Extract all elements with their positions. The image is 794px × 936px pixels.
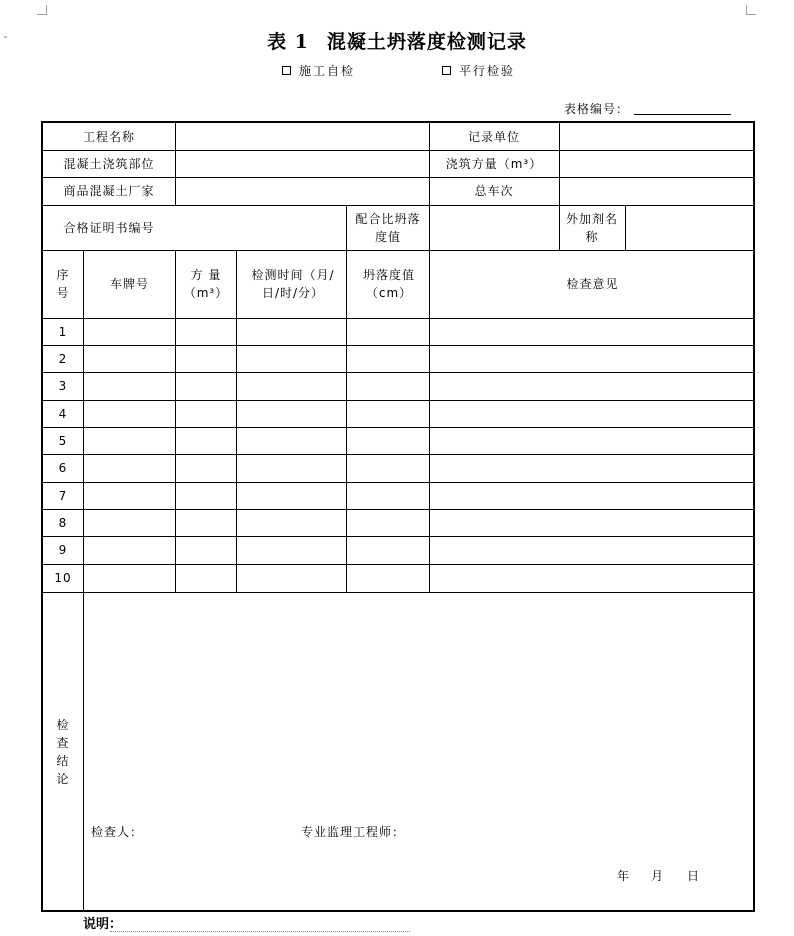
row-slump-field[interactable] <box>347 564 429 592</box>
row-opinion-field[interactable] <box>430 509 755 536</box>
row-slump-field[interactable] <box>347 454 429 482</box>
parallel-check-option[interactable] <box>442 62 515 79</box>
manufacturer-label: 商品混凝土厂家 <box>63 184 155 198</box>
row-plate-field[interactable] <box>84 509 175 536</box>
row-plate-field[interactable] <box>84 454 175 482</box>
admixture-name-label: 外加剂名称 <box>565 211 618 244</box>
page-corner-mark-right <box>746 5 756 15</box>
row-plate-field[interactable] <box>84 482 175 509</box>
certificate-no-field[interactable] <box>176 205 346 250</box>
col-header-slump: 坍落度值（cm） <box>362 268 415 300</box>
pour-location-label: 混凝土浇筑部位 <box>63 156 155 171</box>
row-number: 10 <box>54 571 72 585</box>
row-volume-field[interactable] <box>176 482 236 509</box>
col-header-plate: 车牌号 <box>109 277 149 291</box>
admixture-name-field[interactable] <box>626 205 755 250</box>
chevron-down-icon: ⌄ <box>2 31 9 40</box>
design-slump-field[interactable] <box>430 205 559 250</box>
parallel-check-label: 平行检验 <box>459 64 516 78</box>
row-volume-field[interactable] <box>176 536 236 564</box>
row-number: 8 <box>58 515 68 530</box>
inspector-label: 检查人： <box>91 825 144 839</box>
row-volume-field[interactable] <box>176 509 236 536</box>
total-trips-label: 总车次 <box>474 184 514 198</box>
date-day-label: 日 <box>687 869 701 883</box>
row-opinion-field[interactable] <box>430 536 755 564</box>
row-time-field[interactable] <box>237 509 346 536</box>
row-plate-field[interactable] <box>84 318 175 345</box>
table-border-line <box>346 205 347 250</box>
record-table <box>41 121 755 912</box>
row-slump-field[interactable] <box>347 536 429 564</box>
row-volume-field[interactable] <box>176 454 236 482</box>
self-check-label: 施工自检 <box>299 64 356 78</box>
page-corner-mark-left <box>37 5 47 15</box>
row-volume-field[interactable] <box>176 400 236 427</box>
row-number: 4 <box>58 406 68 421</box>
manufacturer-field[interactable] <box>176 177 429 205</box>
project-name-field[interactable] <box>176 123 429 150</box>
certificate-no-label: 合格证明书编号 <box>63 220 155 235</box>
project-name-label: 工程名称 <box>82 129 135 144</box>
row-number: 1 <box>58 324 68 339</box>
row-time-field[interactable] <box>237 372 346 400</box>
row-volume-field[interactable] <box>176 318 236 345</box>
date-month-label: 月 <box>651 869 665 883</box>
row-opinion-field[interactable] <box>430 345 755 372</box>
row-volume-field[interactable] <box>176 372 236 400</box>
row-slump-field[interactable] <box>347 400 429 427</box>
row-opinion-field[interactable] <box>430 318 755 345</box>
row-plate-field[interactable] <box>84 427 175 454</box>
form-number-label: 表格编号： <box>564 102 630 116</box>
notes-label: 说明： <box>83 917 123 932</box>
row-opinion-field[interactable] <box>430 454 755 482</box>
row-opinion-field[interactable] <box>430 427 755 454</box>
row-slump-field[interactable] <box>347 482 429 509</box>
row-plate-field[interactable] <box>84 345 175 372</box>
row-slump-field[interactable] <box>347 509 429 536</box>
row-number: 9 <box>58 543 68 557</box>
row-volume-field[interactable] <box>176 427 236 454</box>
col-header-time: 检测时间（月/日/时/分） <box>251 268 335 300</box>
row-slump-field[interactable] <box>347 318 429 345</box>
col-header-volume: 方 量（m³） <box>183 268 229 300</box>
date-year-label: 年 <box>617 869 631 883</box>
row-time-field[interactable] <box>237 345 346 372</box>
row-slump-field[interactable] <box>347 372 429 400</box>
row-slump-field[interactable] <box>347 427 429 454</box>
row-volume-field[interactable] <box>176 564 236 592</box>
pour-volume-label: 浇筑方量（m³） <box>445 156 543 171</box>
row-plate-field[interactable] <box>84 536 175 564</box>
row-time-field[interactable] <box>237 427 346 454</box>
row-opinion-field[interactable] <box>430 372 755 400</box>
total-trips-field[interactable] <box>560 177 755 205</box>
row-slump-field[interactable] <box>347 345 429 372</box>
row-volume-field[interactable] <box>176 345 236 372</box>
supervisor-label: 专业监理工程师： <box>301 825 406 839</box>
row-number: 2 <box>58 351 68 366</box>
row-time-field[interactable] <box>237 482 346 509</box>
row-number: 5 <box>58 433 68 448</box>
form-number-field[interactable] <box>634 114 731 115</box>
conclusion-field[interactable] <box>84 593 755 793</box>
row-plate-field[interactable] <box>84 564 175 592</box>
row-number: 7 <box>58 488 68 503</box>
record-unit-label: 记录单位 <box>467 129 520 144</box>
row-number: 3 <box>58 379 68 393</box>
clipped-notes-line <box>110 931 410 936</box>
row-time-field[interactable] <box>237 454 346 482</box>
pour-volume-field[interactable] <box>560 150 755 177</box>
checkbox-icon[interactable] <box>442 66 451 75</box>
self-check-option[interactable] <box>282 62 355 79</box>
row-time-field[interactable] <box>237 564 346 592</box>
row-opinion-field[interactable] <box>430 400 755 427</box>
row-opinion-field[interactable] <box>430 482 755 509</box>
row-time-field[interactable] <box>237 400 346 427</box>
row-time-field[interactable] <box>237 536 346 564</box>
col-header-seq: 序号 <box>56 268 70 300</box>
record-unit-field[interactable] <box>560 123 755 150</box>
title-main: 混凝土坍落度检测记录 <box>326 31 527 53</box>
conclusion-label: 检查结论 <box>56 718 70 786</box>
row-number: 6 <box>58 461 68 475</box>
design-slump-label: 配合比坍落度值 <box>355 211 421 244</box>
row-time-field[interactable] <box>237 318 346 345</box>
row-opinion-field[interactable] <box>430 564 755 592</box>
page-title <box>0 27 794 54</box>
checkbox-icon[interactable] <box>282 66 291 75</box>
title-prefix: 表 1 <box>267 31 309 53</box>
row-plate-field[interactable] <box>84 400 175 427</box>
row-plate-field[interactable] <box>84 372 175 400</box>
pour-location-field[interactable] <box>176 150 429 177</box>
table-border-line <box>559 205 560 250</box>
col-header-opinion: 检查意见 <box>566 277 619 291</box>
